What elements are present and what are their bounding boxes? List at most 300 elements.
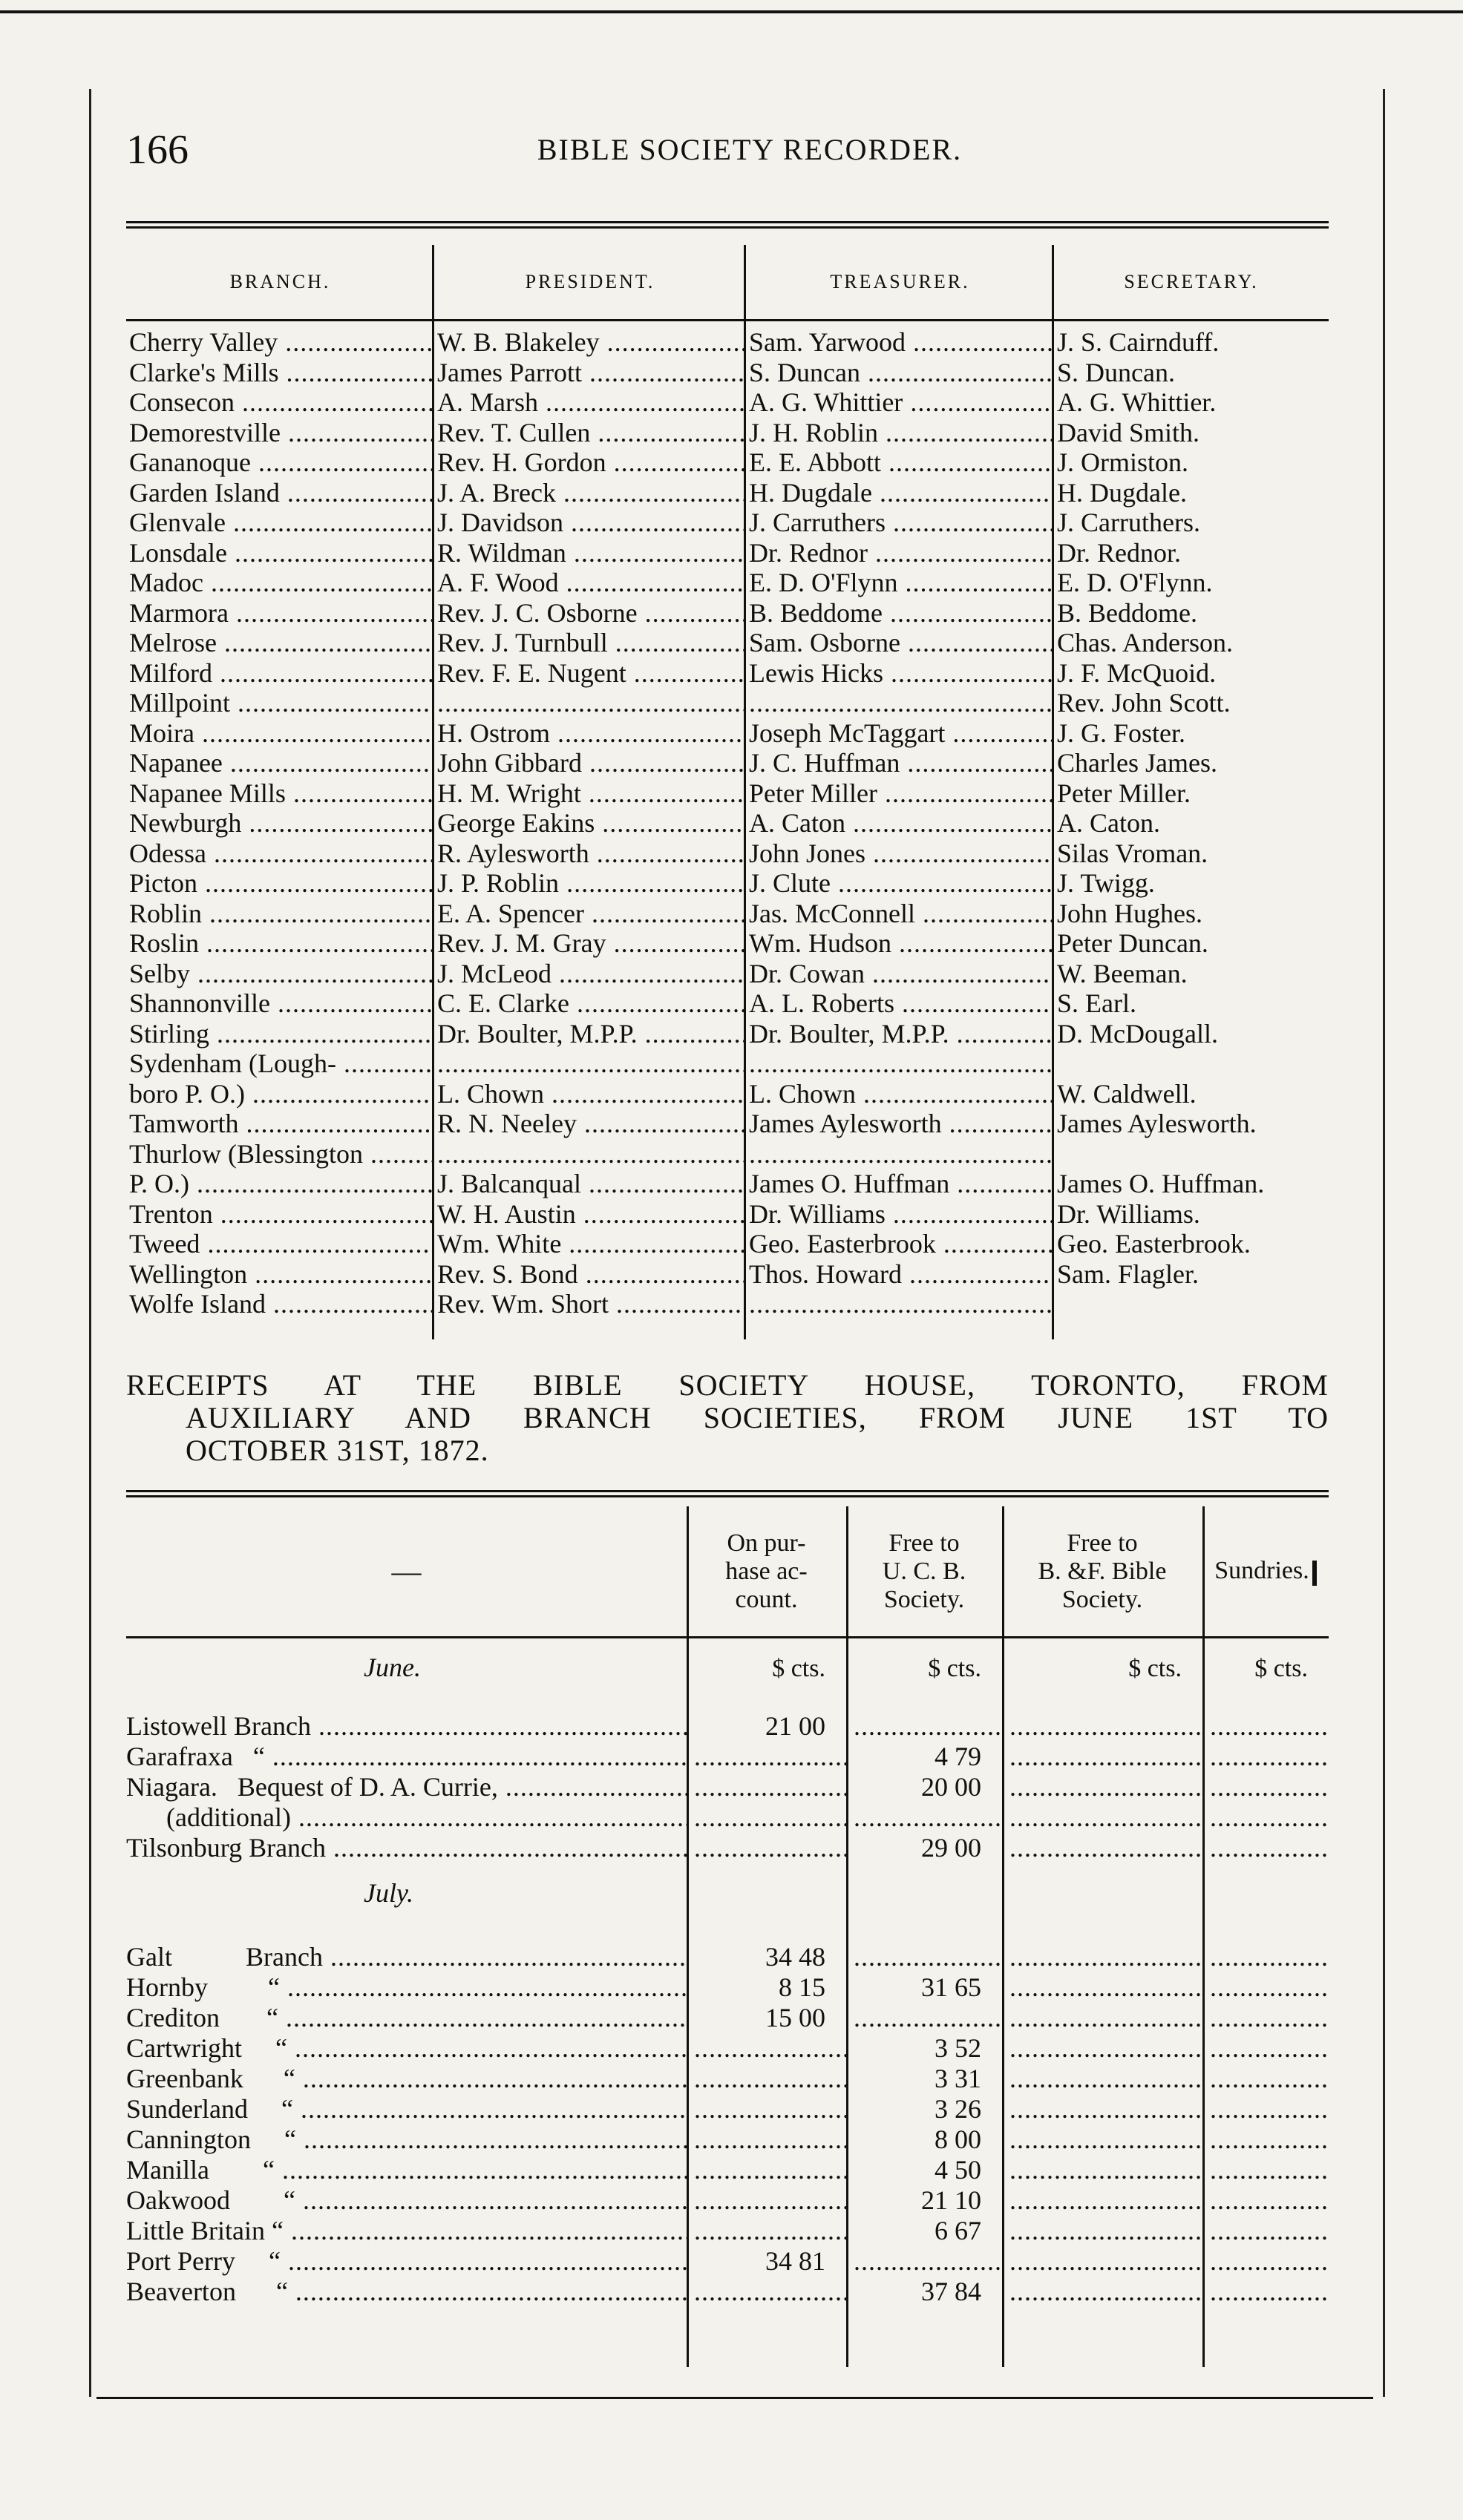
branch-cell: Picton ..... — [126, 868, 434, 899]
header-purchase-account: On pur- hase ac- count. — [725, 1529, 808, 1613]
president-cell: George Eakins ..... — [434, 808, 746, 839]
amount-ucb: 37 84 — [921, 2277, 981, 2306]
amount-purchase: 34 81 — [765, 2246, 825, 2276]
branch-cell: Roblin ..... — [126, 899, 434, 929]
officer-row — [126, 1109, 1329, 1139]
officer-row — [126, 928, 1329, 959]
empty-cell — [1202, 1833, 1329, 1863]
president-cell: C. E. Clarke ..... — [434, 988, 746, 1019]
branch-cell: Wolfe Island ..... — [126, 1289, 434, 1319]
receipt-source: Beaverton “ ..... — [126, 2277, 687, 2307]
president-cell: J. McLeod ..... — [434, 959, 746, 989]
secretary-cell: A. G. Whittier. — [1057, 387, 1217, 417]
secretary-cell: Charles James. — [1057, 748, 1217, 778]
receipts-header-row — [126, 1506, 1329, 1636]
treasurer-cell — [746, 1289, 1054, 1319]
branch-cell: Napanee Mills ..... — [126, 778, 434, 809]
secretary-cell — [1054, 1289, 1329, 1319]
officer-row — [126, 598, 1329, 629]
treasurer-cell: Sam. Osborne ..... — [746, 628, 1054, 658]
president-cell: A. Marsh ..... — [434, 387, 746, 418]
column-divider — [846, 1506, 848, 2367]
empty-cell — [1202, 2277, 1329, 2307]
empty-cell — [1202, 2033, 1329, 2064]
header-free-ucb: Free to U. C. B. Society. — [882, 1529, 966, 1613]
receipt-source: Galt Branch ..... — [126, 1942, 687, 1972]
branch-cell: Gananoque ..... — [126, 447, 434, 478]
bottom-rule — [96, 2397, 1373, 2399]
branch-cell: Madoc ..... — [126, 568, 434, 598]
receipt-source: Sunderland “ ..... — [126, 2094, 687, 2124]
receipt-source: Tilsonburg Branch ..... — [126, 1833, 687, 1863]
branch-cell: boro P. O.) ..... — [126, 1079, 434, 1109]
column-divider — [1202, 1506, 1205, 2367]
president-cell: R. Wildman ..... — [434, 538, 746, 568]
president-cell: J. A. Breck ..... — [434, 478, 746, 508]
empty-cell — [687, 2094, 846, 2124]
amount-ucb: 8 00 — [935, 2124, 981, 2154]
secretary-cell: H. Dugdale. — [1057, 477, 1187, 508]
receipt-row — [126, 1802, 1329, 1833]
receipt-row — [126, 2003, 1329, 2033]
receipt-source: Garafraxa “ ..... — [126, 1742, 687, 1772]
officer-row — [126, 959, 1329, 989]
officer-row — [126, 1169, 1329, 1199]
empty-cell — [687, 2155, 846, 2185]
branch-cell: Tweed ..... — [126, 1229, 434, 1259]
officer-row — [126, 628, 1329, 658]
treasurer-cell: E. D. O'Flynn ..... — [746, 568, 1054, 598]
empty-cell — [687, 2185, 846, 2216]
treasurer-cell: James Aylesworth ..... — [746, 1109, 1054, 1139]
president-cell: J. Davidson ..... — [434, 508, 746, 538]
secretary-cell: Dr. Williams. — [1057, 1198, 1200, 1229]
treasurer-cell: J. C. Huffman ..... — [746, 748, 1054, 778]
empty-cell — [1002, 1742, 1202, 1772]
empty-cell — [846, 2246, 1002, 2277]
officers-table — [126, 245, 1329, 1319]
empty-cell — [1202, 2003, 1329, 2033]
treasurer-cell: Peter Miller ..... — [746, 778, 1054, 809]
empty-cell — [1002, 2124, 1202, 2155]
receipt-row — [126, 2033, 1329, 2064]
secretary-cell — [1054, 1049, 1329, 1079]
officer-row — [126, 568, 1329, 598]
officer-row — [126, 808, 1329, 839]
receipt-row — [126, 2155, 1329, 2185]
empty-cell — [846, 1942, 1002, 1972]
branch-cell: Marmora ..... — [126, 598, 434, 629]
column-divider — [432, 245, 434, 1339]
treasurer-cell: Dr. Cowan ..... — [746, 959, 1054, 989]
treasurer-cell: S. Duncan ..... — [746, 358, 1054, 388]
ink-mark — [1312, 1561, 1317, 1586]
branch-cell: Cherry Valley ..... — [126, 327, 434, 358]
receipt-row — [126, 2094, 1329, 2124]
branch-cell: Melrose ..... — [126, 628, 434, 658]
receipt-source: Hornby “ ..... — [126, 1972, 687, 2003]
receipt-source: Port Perry “ ..... — [126, 2246, 687, 2277]
treasurer-cell: J. Clute ..... — [746, 868, 1054, 899]
secretary-cell: Silas Vroman. — [1057, 838, 1208, 868]
empty-cell — [1002, 2003, 1202, 2033]
unit-label: $ cts. — [772, 1655, 825, 1682]
receipts-double-rule — [126, 1490, 1329, 1497]
treasurer-cell: Wm. Hudson ..... — [746, 928, 1054, 959]
officers-header-row — [126, 245, 1329, 319]
receipt-source: Cannington “ ..... — [126, 2124, 687, 2155]
receipt-row — [126, 1972, 1329, 2003]
officers-header-rule — [126, 319, 1329, 321]
officer-row — [126, 688, 1329, 718]
empty-cell — [687, 2216, 846, 2246]
president-cell: E. A. Spencer ..... — [434, 899, 746, 929]
treasurer-cell: Dr. Williams ..... — [746, 1199, 1054, 1230]
secretary-cell: Peter Duncan. — [1057, 928, 1208, 958]
unit-label: $ cts. — [1128, 1655, 1182, 1682]
secretary-cell: James O. Huffman. — [1057, 1169, 1265, 1198]
secretary-cell — [1054, 1139, 1329, 1169]
empty-cell — [1002, 1833, 1202, 1863]
amount-ucb: 3 26 — [935, 2094, 981, 2124]
officer-row — [126, 327, 1329, 358]
empty-cell — [1202, 2094, 1329, 2124]
empty-cell — [1002, 2094, 1202, 2124]
branch-cell: Newburgh ..... — [126, 808, 434, 839]
receipt-row — [126, 2246, 1329, 2277]
officer-row — [126, 1289, 1329, 1319]
amount-ucb: 21 10 — [921, 2185, 981, 2215]
treasurer-cell: John Jones ..... — [746, 839, 1054, 869]
amount-ucb: 4 79 — [935, 1742, 981, 1771]
treasurer-cell: L. Chown ..... — [746, 1079, 1054, 1109]
president-cell: James Parrott ..... — [434, 358, 746, 388]
amount-purchase: 21 00 — [765, 1711, 825, 1741]
treasurer-cell: Dr. Boulter, M.P.P. ..... — [746, 1019, 1054, 1049]
secretary-cell: John Hughes. — [1057, 898, 1202, 928]
secretary-cell: Chas. Anderson. — [1057, 628, 1233, 657]
officer-row — [126, 988, 1329, 1019]
receipts-table — [126, 1506, 1329, 2307]
empty-cell — [1002, 2155, 1202, 2185]
receipt-row — [126, 2216, 1329, 2246]
receipt-row — [126, 2185, 1329, 2216]
president-cell: J. P. Roblin ..... — [434, 868, 746, 899]
treasurer-cell: A. G. Whittier ..... — [746, 387, 1054, 418]
president-cell — [434, 1049, 746, 1079]
treasurer-cell: B. Beddome ..... — [746, 598, 1054, 629]
receipt-row — [126, 2124, 1329, 2155]
treasurer-cell: Thos. Howard ..... — [746, 1259, 1054, 1290]
page-number: 166 — [126, 127, 189, 173]
receipt-row — [126, 2277, 1329, 2307]
branch-cell: Tamworth ..... — [126, 1109, 434, 1139]
receipts-body — [126, 1638, 1329, 2307]
empty-cell — [1202, 2124, 1329, 2155]
secretary-cell: W. Beeman. — [1057, 958, 1188, 988]
president-cell: H. Ostrom ..... — [434, 718, 746, 749]
empty-cell — [687, 1772, 846, 1802]
officer-row — [126, 868, 1329, 899]
secretary-cell: James Aylesworth. — [1057, 1109, 1257, 1138]
secretary-cell: Sam. Flagler. — [1057, 1259, 1199, 1289]
president-cell: Wm. White ..... — [434, 1229, 746, 1259]
president-cell: Rev. S. Bond ..... — [434, 1259, 746, 1290]
treasurer-cell: Sam. Yarwood ..... — [746, 327, 1054, 358]
receipt-row — [126, 1711, 1329, 1742]
officer-row — [126, 718, 1329, 749]
officers-body — [126, 327, 1329, 1319]
empty-cell — [687, 1742, 846, 1772]
amount-purchase: 8 15 — [779, 1972, 825, 2002]
header-sundries — [1202, 1557, 1329, 1585]
president-cell: L. Chown ..... — [434, 1079, 746, 1109]
secretary-cell: Geo. Easterbrook. — [1057, 1229, 1251, 1259]
secretary-cell: J. Twigg. — [1057, 868, 1155, 898]
secretary-cell: David Smith. — [1057, 417, 1200, 447]
empty-cell — [687, 2124, 846, 2155]
president-cell: A. F. Wood ..... — [434, 568, 746, 598]
secretary-cell: Peter Miller. — [1057, 778, 1191, 808]
empty-cell — [1002, 2277, 1202, 2307]
receipt-source: Niagara. Bequest of D. A. Currie, ..... — [126, 1772, 687, 1802]
officer-row — [126, 839, 1329, 869]
empty-cell — [1202, 1972, 1329, 2003]
header-free-bfb: Free to B. &F. Bible Society. — [1038, 1529, 1167, 1613]
empty-cell — [1202, 2246, 1329, 2277]
president-cell: R. Aylesworth ..... — [434, 839, 746, 869]
president-cell: Rev. F. E. Nugent ..... — [434, 658, 746, 689]
column-divider — [1052, 245, 1054, 1339]
treasurer-cell — [746, 688, 1054, 718]
secretary-cell: Dr. Rednor. — [1057, 537, 1181, 568]
officer-row — [126, 358, 1329, 388]
empty-cell — [846, 1711, 1002, 1742]
empty-cell — [1202, 2064, 1329, 2094]
treasurer-cell: H. Dugdale ..... — [746, 478, 1054, 508]
president-cell: R. N. Neeley ..... — [434, 1109, 746, 1139]
top-edge-mark — [0, 10, 1463, 18]
branch-cell: Napanee ..... — [126, 748, 434, 778]
treasurer-cell: Joseph McTaggart ..... — [746, 718, 1054, 749]
empty-cell — [1202, 1711, 1329, 1742]
secretary-cell: Rev. John Scott. — [1057, 688, 1231, 718]
officer-row — [126, 1049, 1329, 1079]
president-cell: Rev. J. Turnbull ..... — [434, 628, 746, 658]
empty-cell — [1002, 1942, 1202, 1972]
column-divider — [687, 1506, 689, 2367]
secretary-cell: J. F. McQuoid. — [1057, 657, 1217, 688]
officer-row — [126, 1229, 1329, 1259]
branch-cell: Garden Island ..... — [126, 478, 434, 508]
treasurer-cell: Dr. Rednor ..... — [746, 538, 1054, 568]
president-cell: Rev. Wm. Short ..... — [434, 1289, 746, 1319]
branch-cell: Clarke's Mills ..... — [126, 358, 434, 388]
officer-row — [126, 538, 1329, 568]
branch-cell: Glenvale ..... — [126, 508, 434, 538]
month-label: June. — [364, 1653, 421, 1682]
president-cell — [434, 688, 746, 718]
officer-row — [126, 1199, 1329, 1230]
treasurer-cell: Geo. Easterbrook ..... — [746, 1229, 1054, 1259]
branch-cell: Milford ..... — [126, 658, 434, 689]
branch-cell: Sydenham (Lough- ..... — [126, 1049, 434, 1079]
secretary-cell: J. Ormiston. — [1057, 447, 1189, 477]
empty-cell — [1002, 2246, 1202, 2277]
receipt-row — [126, 1742, 1329, 1772]
treasurer-cell: Jas. McConnell ..... — [746, 899, 1054, 929]
amount-ucb: 3 31 — [935, 2064, 981, 2093]
president-cell: Dr. Boulter, M.P.P. ..... — [434, 1019, 746, 1049]
page-header — [126, 126, 1373, 178]
branch-cell: Selby ..... — [126, 959, 434, 989]
treasurer-cell: E. E. Abbott ..... — [746, 447, 1054, 478]
receipt-source: Greenbank “ ..... — [126, 2064, 687, 2094]
header-double-rule — [126, 221, 1329, 229]
empty-cell — [1202, 1802, 1329, 1833]
officer-row — [126, 478, 1329, 508]
secretary-cell: A. Caton. — [1057, 808, 1160, 838]
president-cell: Rev. H. Gordon ..... — [434, 447, 746, 478]
receipt-source: Little Britain “ ..... — [126, 2216, 687, 2246]
branch-cell: Consecon ..... — [126, 387, 434, 418]
branch-cell: Wellington ..... — [126, 1259, 434, 1290]
officer-row — [126, 1019, 1329, 1049]
empty-cell — [1202, 1942, 1329, 1972]
empty-cell — [846, 1802, 1002, 1833]
branch-cell: Lonsdale ..... — [126, 538, 434, 568]
unit-label: $ cts. — [928, 1655, 981, 1682]
unit-label: $ cts. — [1254, 1655, 1308, 1682]
empty-cell — [1002, 1802, 1202, 1833]
header-description: — — [391, 1554, 422, 1588]
officer-row — [126, 1079, 1329, 1109]
officer-row — [126, 447, 1329, 478]
empty-cell — [1002, 2064, 1202, 2094]
secretary-cell: E. D. O'Flynn. — [1057, 568, 1213, 597]
amount-purchase: 15 00 — [765, 2003, 825, 2032]
empty-cell — [1202, 1772, 1329, 1802]
branch-cell: Odessa ..... — [126, 839, 434, 869]
treasurer-cell — [746, 1049, 1054, 1079]
empty-cell — [1002, 1711, 1202, 1742]
branch-cell: Demorestville ..... — [126, 418, 434, 448]
president-cell: John Gibbard ..... — [434, 748, 746, 778]
empty-cell — [1002, 1972, 1202, 2003]
receipt-source: Oakwood “ ..... — [126, 2185, 687, 2216]
running-title: BIBLE SOCIETY RECORDER. — [537, 133, 963, 166]
branch-cell: Millpoint ..... — [126, 688, 434, 718]
receipt-row — [126, 1772, 1329, 1802]
column-divider — [744, 245, 746, 1339]
empty-cell — [1202, 2155, 1329, 2185]
receipts-heading-line: RECEIPTS AT THE BIBLE SOCIETY HOUSE, TORONTO, FROM — [126, 1368, 1329, 1402]
branch-cell: Shannonville ..... — [126, 988, 434, 1019]
president-cell: J. Balcanqual ..... — [434, 1169, 746, 1199]
branch-cell: Moira ..... — [126, 718, 434, 749]
receipt-source: Cartwright “ ..... — [126, 2033, 687, 2064]
empty-cell — [687, 2033, 846, 2064]
branch-cell: Stirling ..... — [126, 1019, 434, 1049]
receipt-row — [126, 1942, 1329, 1972]
empty-cell — [1002, 2185, 1202, 2216]
amount-purchase: 34 48 — [765, 1942, 825, 1972]
header-branch: BRANCH. — [229, 271, 331, 292]
treasurer-cell — [746, 1139, 1054, 1169]
treasurer-cell: A. Caton ..... — [746, 808, 1054, 839]
month-label: July. — [364, 1878, 413, 1908]
receipts-heading-line: AUXILIARY AND BRANCH SOCIETIES, FROM JUNE 1ST TO — [186, 1401, 1329, 1434]
receipt-source: Manilla “ ..... — [126, 2155, 687, 2185]
officer-row — [126, 1139, 1329, 1169]
treasurer-cell: James O. Huffman ..... — [746, 1169, 1054, 1199]
president-cell: W. B. Blakeley ..... — [434, 327, 746, 358]
secretary-cell: B. Beddome. — [1057, 597, 1197, 628]
empty-cell — [1202, 1742, 1329, 1772]
officer-row — [126, 658, 1329, 689]
president-cell: W. H. Austin ..... — [434, 1199, 746, 1230]
empty-cell — [1202, 2185, 1329, 2216]
receipts-heading-line: OCTOBER 31ST, 1872. — [186, 1434, 489, 1467]
empty-cell — [1002, 1772, 1202, 1802]
empty-cell — [687, 2064, 846, 2094]
header-president: PRESIDENT. — [525, 271, 655, 292]
officer-row — [126, 387, 1329, 418]
receipt-row — [126, 1833, 1329, 1863]
president-cell: Rev. J. C. Osborne ..... — [434, 598, 746, 629]
officer-row — [126, 778, 1329, 809]
amount-ucb: 29 00 — [921, 1833, 981, 1863]
receipts-heading — [126, 1369, 1329, 1467]
secretary-cell: J. Carruthers. — [1057, 508, 1200, 537]
amount-ucb: 20 00 — [921, 1772, 981, 1802]
secretary-cell: W. Caldwell. — [1057, 1078, 1197, 1109]
amount-ucb: 3 52 — [935, 2033, 981, 2063]
officer-row — [126, 508, 1329, 538]
treasurer-cell: J. H. Roblin ..... — [746, 418, 1054, 448]
branch-cell: P. O.) ..... — [126, 1169, 434, 1199]
president-cell: H. M. Wright ..... — [434, 778, 746, 809]
secretary-cell: J. S. Cairnduff. — [1057, 327, 1220, 357]
empty-cell — [687, 1802, 846, 1833]
header-secretary: SECRETARY. — [1124, 271, 1259, 292]
amount-ucb: 31 65 — [921, 1972, 981, 2002]
president-cell — [434, 1139, 746, 1169]
officer-row — [126, 899, 1329, 929]
empty-cell — [1002, 2216, 1202, 2246]
amount-ucb: 6 67 — [935, 2216, 981, 2245]
branch-cell: Trenton ..... — [126, 1199, 434, 1230]
empty-cell — [1002, 2033, 1202, 2064]
treasurer-cell: A. L. Roberts ..... — [746, 988, 1054, 1019]
secretary-cell: S. Duncan. — [1057, 357, 1175, 387]
receipt-source: Listowell Branch ..... — [126, 1711, 687, 1742]
receipt-source: (additional) ..... — [126, 1802, 687, 1833]
empty-cell — [687, 2277, 846, 2307]
secretary-cell: D. McDougall. — [1057, 1018, 1218, 1049]
empty-cell — [1202, 2216, 1329, 2246]
president-cell: Rev. T. Cullen ..... — [434, 418, 746, 448]
empty-cell — [846, 2003, 1002, 2033]
treasurer-cell: J. Carruthers ..... — [746, 508, 1054, 538]
column-divider — [1002, 1506, 1004, 2367]
empty-cell — [687, 1833, 846, 1863]
header-sundries-label: Sundries. — [1214, 1557, 1309, 1585]
header-treasurer: TREASURER. — [830, 271, 970, 292]
branch-cell: Thurlow (Blessington ..... — [126, 1139, 434, 1169]
receipt-row — [126, 2064, 1329, 2094]
officer-row — [126, 748, 1329, 778]
